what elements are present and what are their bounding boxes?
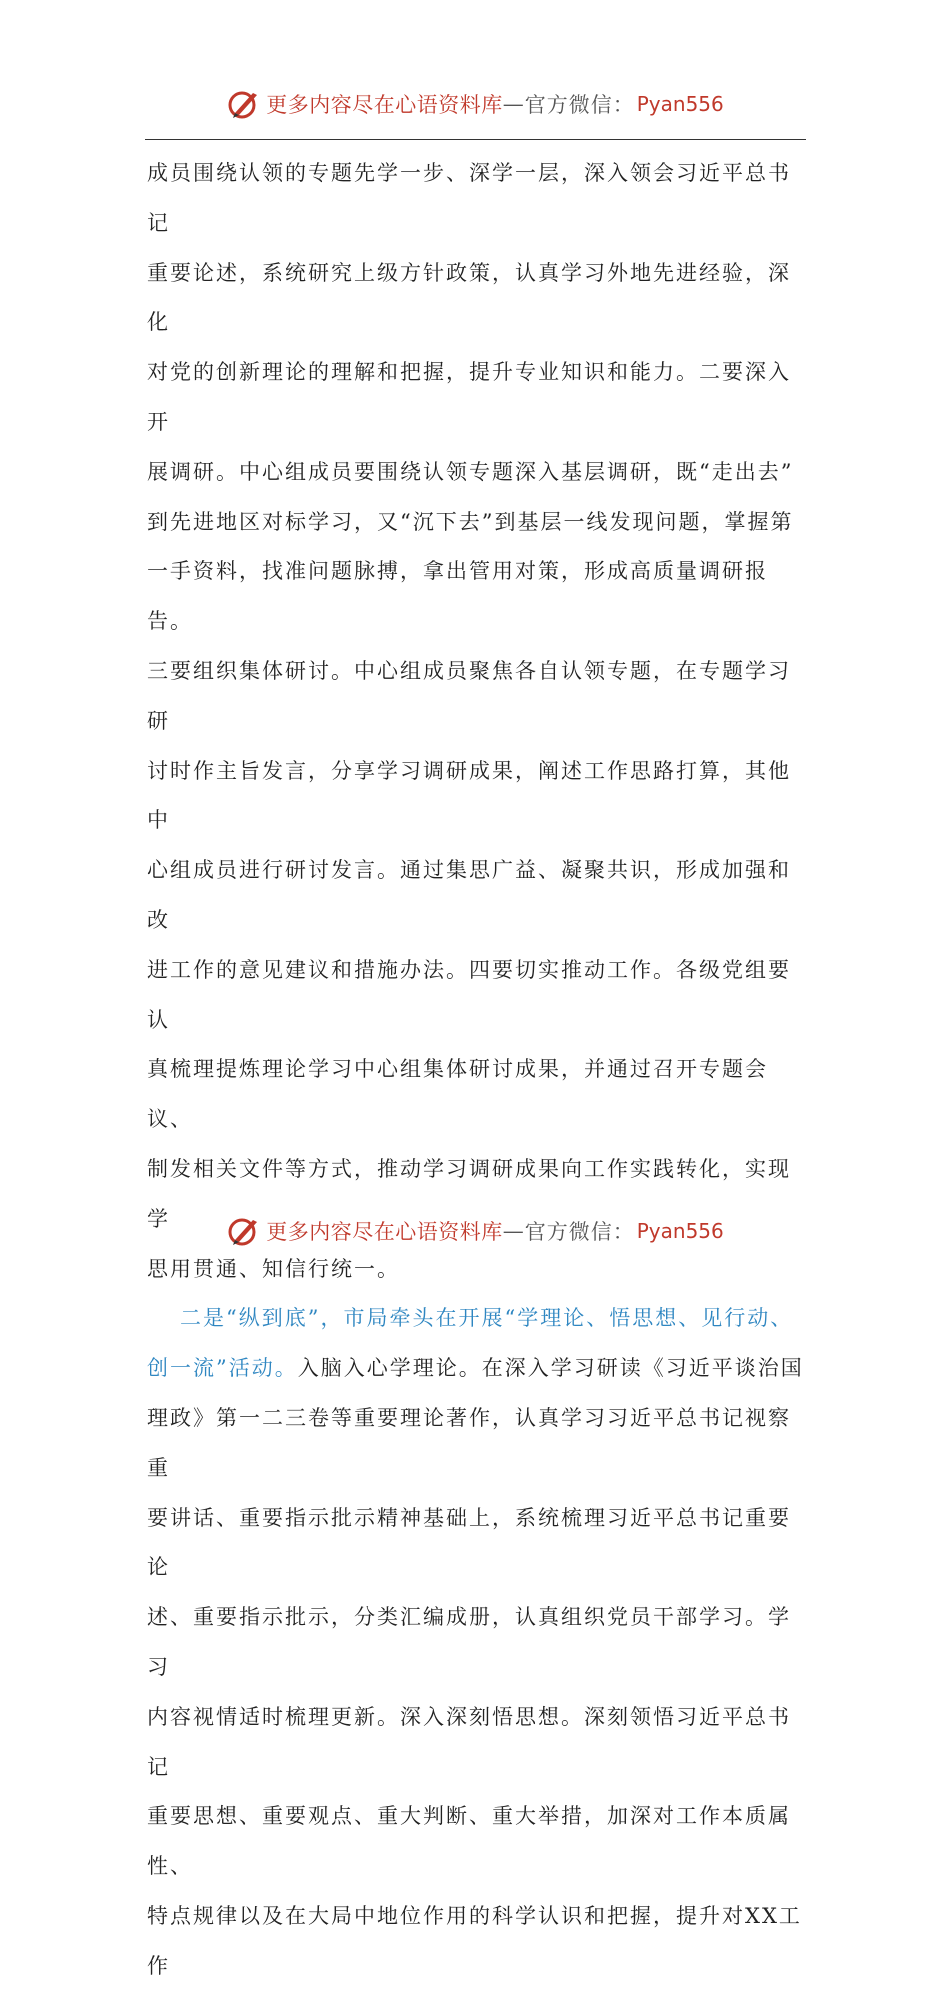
text-line: 讨时作主旨发言，分享学习调研成果，阐述工作思路打算，其他中	[147, 758, 791, 833]
wechat-label: 官方微信：	[524, 1220, 635, 1244]
document-body	[147, 149, 807, 1991]
text-line: 一手资料，找准问题脉搏，拿出管用对策，形成高质量调研报告。	[147, 559, 768, 634]
text-line: 要讲话、重要指示批示精神基础上，系统梳理习近平总书记重要论	[147, 1505, 791, 1580]
wechat-id: Pyan556	[636, 92, 724, 116]
text-line: 重要论述，系统研究上级方针政策，认真学习外地先进经验，深化	[147, 260, 791, 335]
text-line: 心组成员进行研讨发言。通过集思广益、凝聚共识，形成加强和改	[147, 858, 791, 932]
text-line: 内容视情适时梳理更新。深入深刻悟思想。深刻领悟习近平总书记	[147, 1704, 791, 1779]
separator-dash: —	[502, 1219, 525, 1243]
text-line: 特点规律以及在大局中地位作用的科学认识和把握，提升对XX工作	[147, 1903, 802, 1978]
text-line: 进工作的意见建议和措施办法。四要切实推动工作。各级党组要认	[147, 957, 791, 1032]
text-line: 思用贯通、知信行统一。	[147, 1256, 400, 1281]
text-line: 成员围绕认领的专题先学一步、深学一层，深入领会习近平总书记	[147, 161, 791, 235]
text-line: 重要思想、重要观点、重大判断、重大举措，加深对工作本质属性、	[147, 1804, 791, 1879]
header-watermark-banner	[0, 84, 950, 124]
brand-text: 更多内容尽在心语资料库	[266, 93, 503, 117]
section-heading-tail: 创一流”活动。	[147, 1356, 298, 1381]
wechat-label: 官方微信：	[524, 93, 635, 117]
text-line: 理政》第一二三卷等重要理论著作，认真学习习近平总书记视察重	[147, 1405, 791, 1480]
text-line: 制发相关文件等方式，推动学习调研成果向工作实践转化，实现学	[147, 1156, 791, 1231]
header-divider	[145, 139, 806, 140]
footer-watermark-banner	[0, 1211, 950, 1251]
text-line-rest: 入脑入心学理论。在深入学习研读《习近平谈治国	[297, 1356, 804, 1381]
text-line: 对党的创新理论的理解和把握，提升专业知识和能力。二要深入开	[147, 360, 791, 434]
brand-text: 更多内容尽在心语资料库	[266, 1220, 503, 1244]
pen-logo-icon	[226, 86, 262, 122]
text-line	[147, 1344, 807, 1394]
paragraph-1	[147, 149, 807, 1294]
wechat-id: Pyan556	[636, 1219, 724, 1243]
separator-dash: —	[502, 92, 525, 116]
text-line: 到先进地区对标学习，又“沉下去”到基层一线发现问题，掌握第	[147, 509, 794, 534]
pen-logo-icon	[226, 1213, 262, 1249]
text-line: 真梳理提炼理论学习中心组集体研讨成果，并通过召开专题会议、	[147, 1057, 768, 1132]
text-line: 述、重要指示批示，分类汇编成册，认真组织党员干部学习。学习	[147, 1605, 791, 1679]
paragraph-2	[147, 1294, 807, 1991]
section-heading-line: 二是“纵到底”，市局牵头在开展“学理论、悟思想、见行动、	[180, 1306, 794, 1331]
text-line: 展调研。中心组成员要围绕认领专题深入基层调研，既“走出去”	[147, 459, 794, 484]
text-line: 三要组织集体研讨。中心组成员聚焦各自认领专题，在专题学习研	[147, 658, 791, 733]
